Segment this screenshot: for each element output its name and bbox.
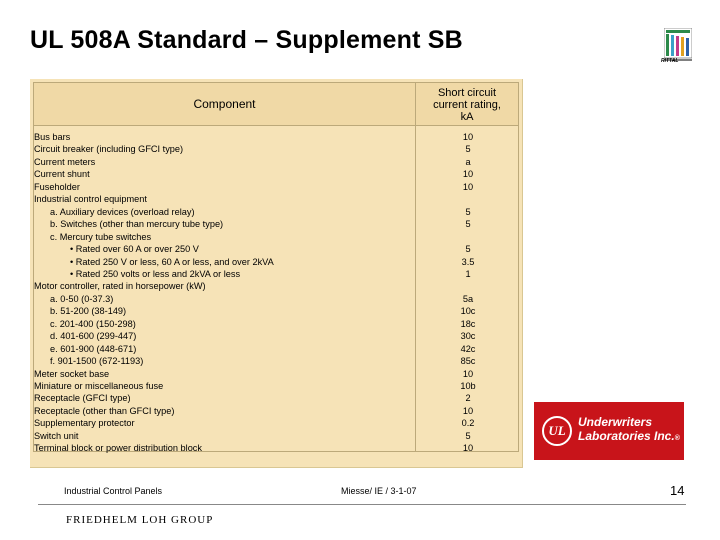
table-row-value: [418, 280, 518, 292]
table-row-value: 5: [465, 144, 471, 155]
table-row-label: c. 201-400 (150-298): [50, 318, 136, 329]
column-divider: [415, 126, 416, 452]
table-row-label: b. 51-200 (38-149): [50, 306, 127, 317]
table-row-label: • Rated over 60 A or over 250 V: [70, 244, 199, 255]
table-row-label: Miniature or miscellaneous fuse: [34, 381, 164, 391]
slide-title: UL 508A Standard – Supplement SB: [30, 26, 463, 54]
table-row-value: 10b: [460, 381, 476, 391]
table-row-value: 1: [465, 268, 471, 279]
table-row-value: 0.2: [461, 418, 475, 429]
footer-divider: [38, 504, 686, 505]
short-circuit-rating-table: [30, 79, 523, 468]
table-row-label: Receptacle (GFCI type): [34, 393, 131, 404]
table-row-value: a: [465, 156, 471, 167]
rittal-logo-text: RITTAL: [661, 58, 679, 64]
ul-logo-line2: [578, 429, 680, 446]
table-row-label: e. 601-900 (448-671): [50, 343, 137, 354]
table-row-label: Circuit breaker (including GFCI type): [34, 144, 184, 155]
table-header: [33, 82, 519, 126]
table-row-label: f. 901-1500 (672-1193): [50, 356, 144, 367]
table-row-value: 10: [462, 181, 474, 192]
table-row-label: Switch unit: [34, 430, 79, 441]
ul-logo: [534, 402, 684, 460]
table-row-label: Current meters: [34, 156, 96, 167]
table-row-value: 10: [462, 169, 474, 180]
table-row-value: 10: [462, 132, 474, 142]
table-row-value: 5: [465, 244, 471, 255]
table-row-label: a. Auxiliary devices (overload relay): [50, 206, 195, 217]
table-row-label: Motor controller, rated in horsepower (kW): [34, 281, 206, 292]
registered-icon: ®: [674, 435, 680, 442]
table-row-value: [418, 231, 518, 243]
table-row-label: Supplementary protector: [34, 418, 135, 429]
rittal-logo-icon: [664, 28, 692, 62]
table-row-label: Fuseholder: [34, 181, 80, 192]
table-row-value: 85c: [460, 356, 476, 367]
table-row-label: b. Switches (other than mercury tube type): [50, 219, 224, 230]
table-row-label: • Rated 250 volts or less and 2kVA or less: [70, 268, 241, 279]
table-row-value: 5a: [462, 293, 474, 304]
table-row-value: 10: [462, 443, 474, 454]
page-number: 14: [670, 483, 685, 498]
table-row-label: • Rated 250 V or less, 60 A or less, and over 2kVA: [70, 256, 274, 267]
table-row-value: 10: [462, 405, 474, 416]
table-row-value: 30c: [460, 331, 476, 342]
header-rating-line1: Short circuit: [437, 87, 497, 99]
table-row-value: 42c: [460, 343, 476, 354]
ul-mark-icon: UL: [542, 416, 572, 446]
ul-logo-text: [578, 415, 680, 446]
table-row-value: [418, 193, 518, 205]
table-row-label: Current shunt: [34, 169, 90, 180]
table-row-value: 3.5: [461, 256, 475, 267]
ul-logo-line1: Underwriters: [578, 415, 653, 429]
group-name: FRIEDHELM LOH GROUP: [66, 514, 214, 526]
table-row-label: c. Mercury tube switches: [50, 231, 152, 242]
table-row-value: 5: [465, 206, 471, 217]
header-component: Component: [34, 83, 416, 125]
table-row-value: 10: [462, 368, 474, 379]
table-row-label: Bus bars: [34, 132, 71, 142]
table-row-label: a. 0-50 (0-37.3): [50, 293, 114, 304]
footer-title: Industrial Control Panels: [64, 486, 163, 496]
table-row-label: Terminal block or power distribution block: [34, 443, 202, 454]
header-rating: [416, 83, 518, 125]
table-row-value: 5: [465, 219, 471, 230]
table-row-value: 10c: [460, 306, 476, 317]
table-row-label: Receptacle (other than GFCI type): [34, 405, 175, 416]
table-row-label: Industrial control equipment: [34, 194, 147, 205]
header-rating-line2: current rating,: [433, 99, 501, 111]
table-row-label: d. 401-600 (299-447): [50, 331, 137, 342]
ul-logo-line2-text: Laboratories Inc.: [578, 429, 675, 443]
footer-author-date: Miesse/ IE / 3-1-07: [341, 486, 417, 496]
table-row-value: 5: [465, 430, 471, 441]
table-row-label: Meter socket base: [34, 368, 110, 379]
table-row-value: 18c: [460, 318, 476, 329]
header-rating-line3: kA: [460, 111, 474, 123]
table-row-value: 2: [465, 393, 471, 404]
